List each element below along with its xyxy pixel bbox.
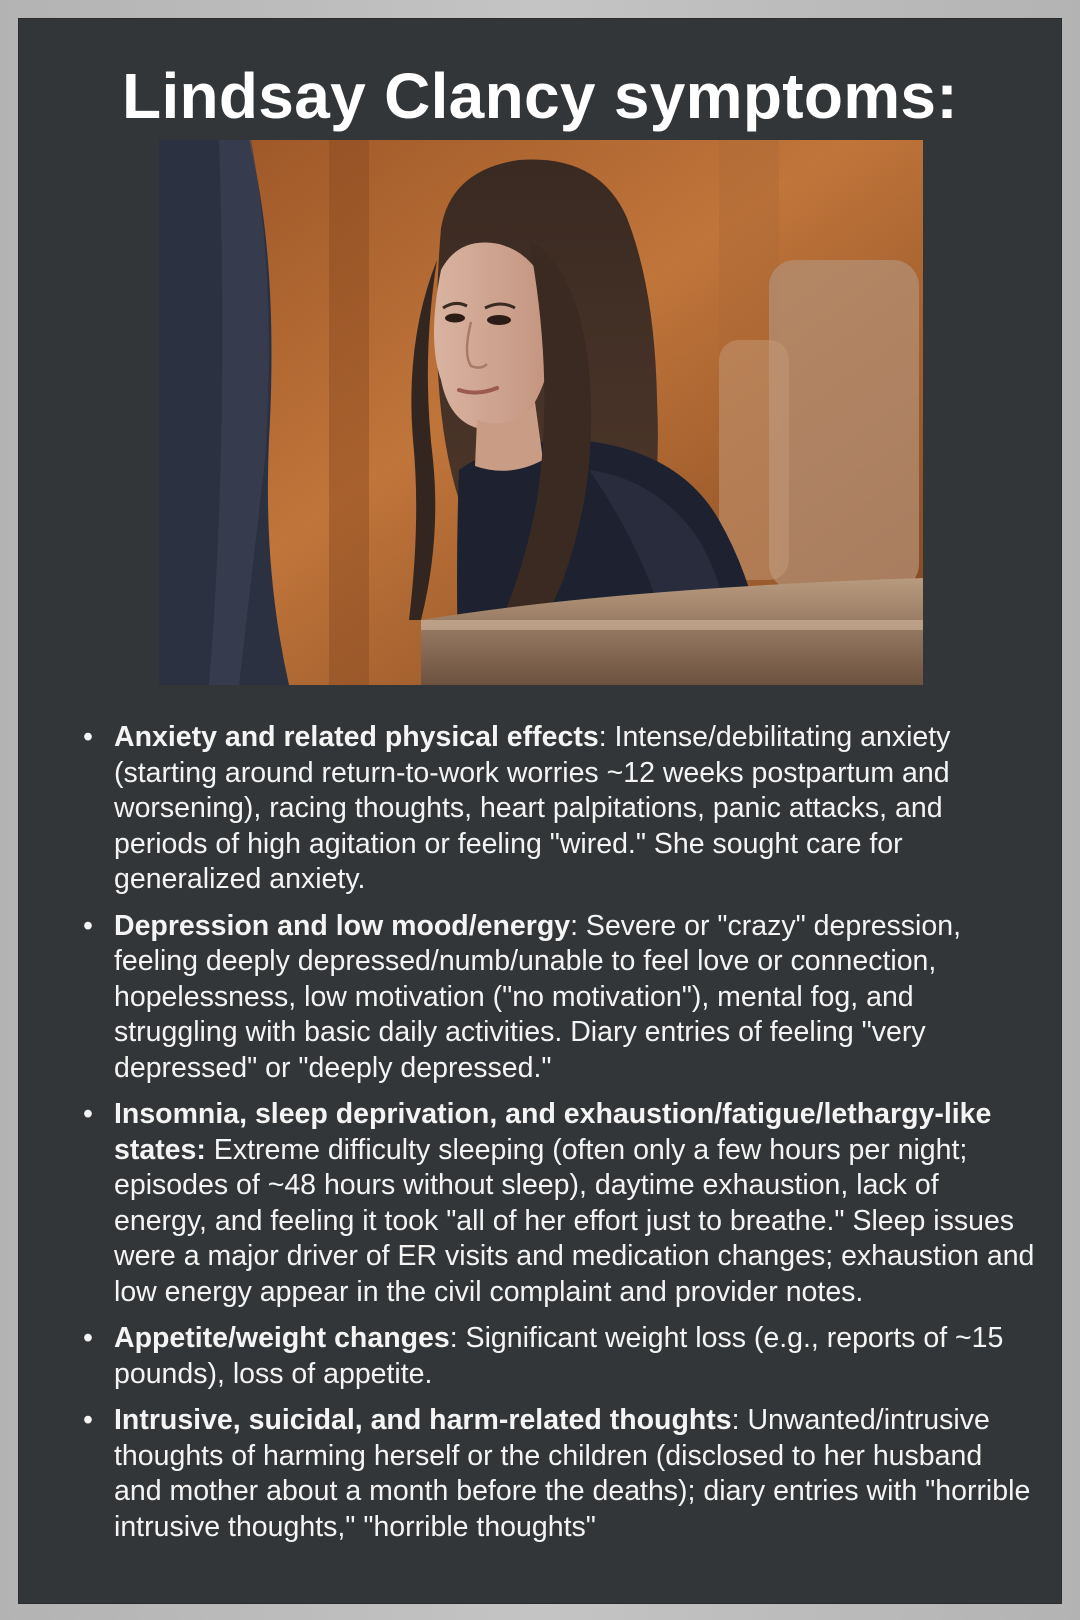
list-item xyxy=(56,1321,1036,1392)
symptom-description: Extreme difficulty sleeping (often only a few hours per night; episodes of ~48 hours without sleep), daytime exhaustion, lack of energy, and feeling it took "all of her effort just to breathe." Sleep issues were a major driver of ER visits and medication changes; exhaustion and low energy appear in the civil complaint and provider notes. xyxy=(114,1133,1035,1308)
list-item xyxy=(56,909,1036,1087)
symptom-description: Unwanted/intrusive thoughts of harming herself or the children (disclosed to her husband and mother about a month before the deaths); diary entries with "horrible intrusive thoughts," "horrible thoughts" xyxy=(114,1404,1031,1543)
symptom-separator: : xyxy=(449,1322,458,1354)
bullet-icon: • xyxy=(83,721,93,753)
symptom-term: Intrusive, suicidal, and harm-related thoughts xyxy=(114,1404,732,1436)
bullet-icon: • xyxy=(83,1322,93,1354)
slide-panel xyxy=(18,18,1062,1604)
symptom-description: Severe or "crazy" depression, feeling deeply depressed/numb/unable to feel love or connection, hopelessness, low motivation ("no motivation"), mental fog, and struggling with basic daily activities. Diary entries of feeling "very depressed" or "deeply depressed." xyxy=(114,909,961,1084)
list-item xyxy=(56,720,1036,898)
symptom-description: Intense/debilitating anxiety (starting around return-to-work worries ~12 weeks postpartum and worsening), racing thoughts, heart palpitations, panic attacks, and periods of high agitation or feeling "wired." She sought care for generalized anxiety. xyxy=(114,721,951,895)
list-item xyxy=(56,1403,1036,1545)
symptom-description: Significant weight loss (e.g., reports of ~15 pounds), loss of appetite. xyxy=(114,1322,1004,1390)
symptom-list xyxy=(56,720,1036,1556)
symptom-separator: : xyxy=(570,909,579,942)
symptom-term: Appetite/weight changes xyxy=(114,1322,450,1354)
bullet-icon: • xyxy=(83,909,93,942)
symptom-separator: : xyxy=(196,1133,206,1166)
symptom-separator: : xyxy=(731,1404,740,1436)
bullet-icon: • xyxy=(83,1404,93,1436)
symptom-separator: : xyxy=(598,721,607,753)
bullet-icon: • xyxy=(83,1098,93,1130)
courtroom-photo xyxy=(159,140,923,685)
list-item xyxy=(56,1097,1036,1310)
symptom-term: Insomnia, sleep deprivation, and exhaustion/fatigue/lethargy-like states xyxy=(114,1098,992,1166)
portrait-illustration xyxy=(159,140,923,685)
slide-title: Lindsay Clancy symptoms: xyxy=(122,60,958,132)
symptom-term: Depression and low mood/energy xyxy=(114,909,571,942)
symptom-term: Anxiety and related physical effects xyxy=(114,721,599,753)
